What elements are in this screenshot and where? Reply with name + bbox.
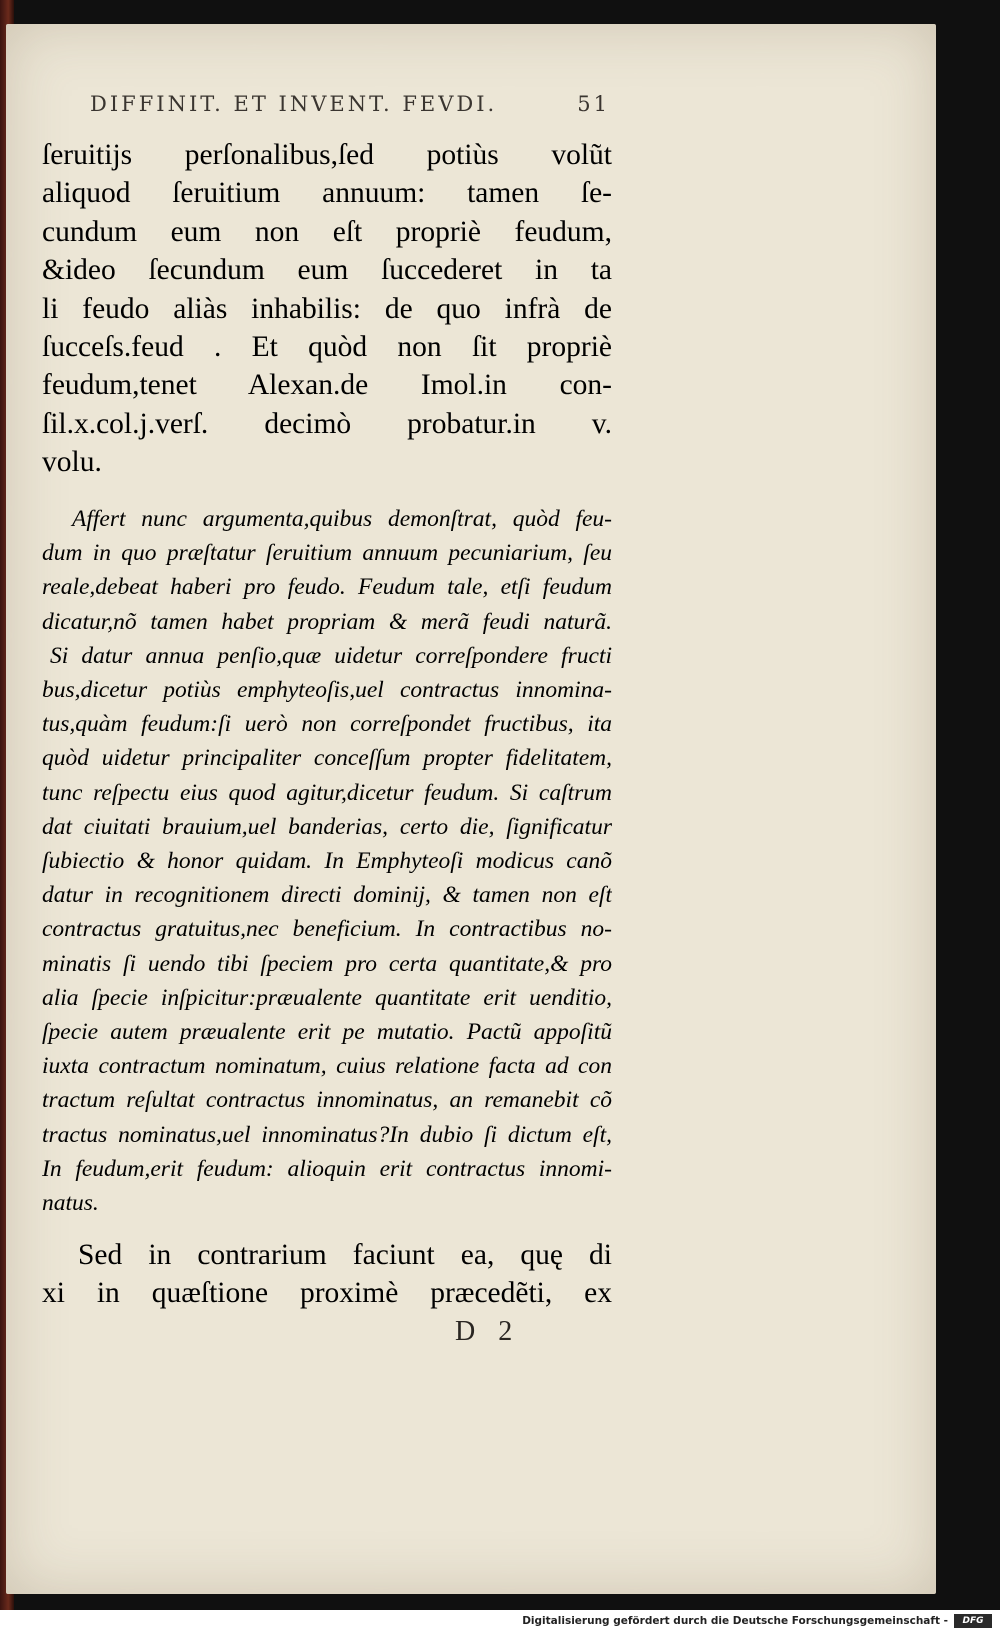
italic-line: tractum reſultat contractus innominatus, an remanebit cõ bbox=[42, 1087, 612, 1114]
text-line: volu. bbox=[42, 446, 102, 479]
italic-line: ſpecie autem præualente erit pe mutatio. Pactũ appoſitũ bbox=[42, 1019, 612, 1046]
italic-line: minatis ſi uendo tibi ſpeciem pro certa quantitate,& pro bbox=[42, 950, 612, 977]
running-title: DIFFINIT. ET INVENT. FEVDI. bbox=[90, 92, 498, 116]
text-line: cundum eum non eſt propriè feudum, bbox=[42, 215, 612, 248]
italic-line: quòd uidetur principaliter conceſſum propter fidelitatem, bbox=[42, 745, 612, 772]
italic-line: dum in quo præſtatur ſeruitium annuum pecuniarium, ſeu bbox=[42, 540, 612, 567]
text-line: feudum,tenet Alexan.de Imol.in con- bbox=[42, 369, 612, 402]
dfg-logo: DFG bbox=[954, 1614, 992, 1628]
italic-line: datur in recognitionem directi dominij, & tamen non eſt bbox=[42, 882, 612, 909]
italic-line: tunc reſpectu eius quod agitur,dicetur feudum. Si caſtrum bbox=[42, 779, 612, 806]
text-line: li feudo aliàs inhabilis: de quo infrà de bbox=[42, 292, 612, 325]
italic-line: ſubiectio & honor quidam. In Emphyteoſi modicus canõ bbox=[42, 848, 612, 875]
italic-line: tractus nominatus,uel innominatus?In dubio ſi dictum eſt, bbox=[42, 1121, 612, 1148]
closing-paragraph bbox=[42, 1236, 612, 1313]
italic-line: reale,debeat haberi pro feudo. Feudum tale, etſi feudum bbox=[42, 574, 612, 601]
italic-summary bbox=[42, 502, 612, 1220]
signature-mark: D 2 bbox=[455, 1316, 521, 1347]
page-number: 51 bbox=[577, 92, 610, 116]
text-line: &ideo ſecundum eum ſuccederet in ta bbox=[42, 254, 612, 287]
italic-line: Si datur annua penſio,quæ uidetur correſpondere fructi bbox=[50, 642, 612, 669]
italic-line: tus,quàm feudum:ſi uerò non correſpondet fructibus, ita bbox=[42, 711, 612, 738]
italic-line: Affert nunc argumenta,quibus demonſtrat, quòd feu- bbox=[72, 506, 612, 532]
text-line: xi in quæſtione proximè præcedẽti, ex bbox=[42, 1277, 612, 1310]
main-paragraph bbox=[42, 136, 612, 482]
running-header bbox=[90, 92, 610, 116]
italic-line: bus,dicetur potiùs emphyteoſis,uel contractus innomina- bbox=[42, 677, 612, 704]
text-line: Sed in contrarium faciunt ea, quę di bbox=[78, 1239, 612, 1271]
italic-line: alia ſpecie inſpicitur:præualente quantitate erit uenditio, bbox=[42, 984, 612, 1011]
text-line: ſil.x.col.j.verſ. decimò probatur.in v. bbox=[42, 407, 612, 440]
text-line: aliquod ſeruitium annuum: tamen ſe- bbox=[42, 177, 612, 210]
italic-line: dat ciuitati brauium,uel banderias, certo die, ſignificatur bbox=[42, 813, 612, 840]
italic-line: iuxta contractum nominatum, cuius relatione facta ad con bbox=[42, 1053, 612, 1080]
italic-line: dicatur,nõ tamen habet propriam & merã feudi naturã. bbox=[42, 608, 612, 635]
italic-line: In feudum,erit feudum: alioquin erit contractus innomi- bbox=[42, 1155, 612, 1182]
italic-line: contractus gratuitus,nec beneficium. In contractibus no- bbox=[42, 916, 612, 943]
text-line: ſeruitijs perſonalibus,ſed potiùs volũt bbox=[42, 139, 612, 171]
digitization-credit: Digitalisierung gefördert durch die Deutsche Forschungsgemeinschaft - bbox=[522, 1615, 948, 1627]
text-line: ſucceſs.feud . Et quòd non ſit propriè bbox=[42, 331, 612, 364]
italic-line: natus. bbox=[42, 1190, 99, 1217]
